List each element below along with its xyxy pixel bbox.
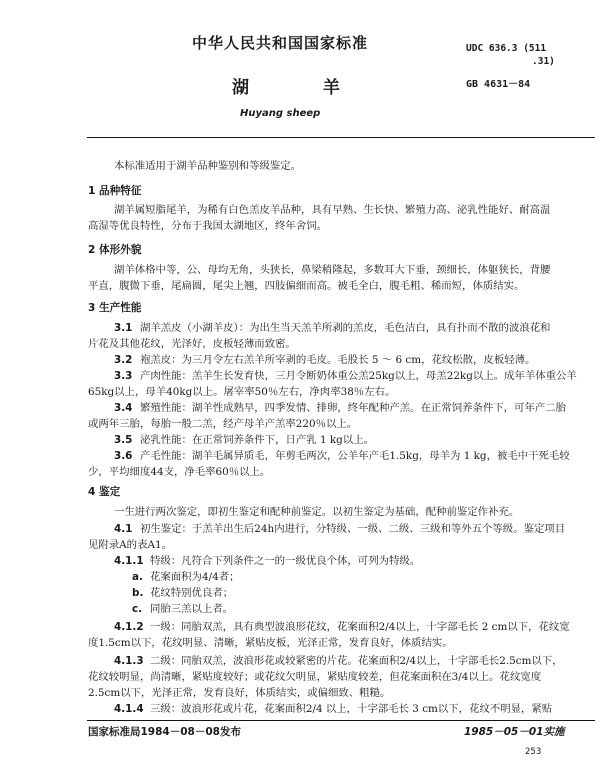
issuing-body-title: 中华人民共和国国家标准 — [192, 34, 369, 52]
clause-text: 三级：波浪形花或片花，花案面积2/4 以上，十字部毛长 3 cm以下，花纹不明显，紧贴 — [150, 703, 553, 715]
clause-3-2 — [114, 352, 535, 368]
section-1-line: 高湿等优良特性，分布于我国太湖地区，终年舍饲。 — [88, 220, 327, 232]
clause-text: 初生鉴定：于羔羊出生后24h内进行，分特级、一级、二级、三级和等外五个等级。鉴定项目 — [140, 523, 566, 535]
clause-4-1-cont: 见附录A的表A1。 — [88, 539, 172, 551]
issue-date: 国家标准局1984－08－08发布 — [88, 726, 241, 738]
clause-text: 产毛性能：湖羊毛属异质毛，年剪毛两次，公羊年产毛1.5kg，母羊为 1 kg，被毛中干死毛较 — [140, 450, 570, 462]
section-2-line: 平直，腹微下垂，尾扁圆，尾尖上翘，四肢偏细而高。被毛全白，腹毛粗、稀而短，体质结实。 — [88, 280, 525, 292]
section-2-heading: 2 体形外貌 — [88, 244, 142, 256]
clause-3-6 — [114, 448, 570, 464]
section-3-heading: 3 生产性能 — [88, 302, 142, 314]
clause-3-3-cont: 65kg以上，母羊40kg以上。屠宰率50％左右，净肉率38％左右。 — [88, 386, 396, 398]
document-title: 湖 羊 — [232, 78, 374, 98]
section-4-heading: 4 鉴定 — [88, 486, 121, 498]
clause-number: 4.1.3 — [114, 655, 144, 667]
list-marker: c. — [132, 603, 143, 615]
clause-number: 3.3 — [114, 370, 133, 382]
udc-line-1: UDC 636.3 (511 — [466, 43, 547, 54]
header-divider — [87, 137, 595, 138]
list-text: 同胎三羔以上者。 — [150, 603, 234, 615]
clause-number: 3.5 — [114, 434, 133, 446]
clause-number: 4.1.1 — [114, 555, 144, 567]
clause-3-4-cont: 或两年三胎，每胎一般二羔，经产母羊产羔率220％以上。 — [88, 418, 358, 430]
clause-4-1-3 — [114, 653, 563, 669]
clause-3-6-cont: 少，平均细度44支，净毛率60％以上。 — [88, 466, 271, 478]
list-text: 花案面积为4/4者； — [150, 571, 240, 583]
clause-text: 产肉性能：羔羊生长发育快，三月令断奶体重公羔25kg以上，母羔22kg以上。成年羊体重公羊 — [140, 370, 577, 382]
clause-4-1 — [114, 521, 565, 537]
clause-3-1 — [114, 320, 550, 336]
gb-number: GB 4631－84 — [466, 79, 531, 90]
clause-4-1-2 — [114, 619, 570, 635]
list-item-c — [132, 601, 233, 617]
clause-number: 4.1.2 — [114, 621, 144, 633]
document-title-english: Huyang sheep — [240, 108, 321, 119]
clause-4-1-4 — [114, 701, 552, 717]
clause-3-3 — [114, 368, 577, 384]
section-2-line: 湖羊体格中等，公、母均无角，头狭长，鼻梁稍隆起，多数耳大下垂，颈细长，体躯狭长，背腰 — [114, 264, 551, 276]
clause-number: 3.4 — [114, 402, 133, 414]
clause-4-1-3-cont: 花纹较明显，尚清晰，紧贴度较好；或花纹欠明显，紧贴度较差，但花案面积在3/4以上。花纹宽度 — [88, 671, 542, 683]
clause-4-1-2-cont: 度1.5cm以下，花纹明显、清晰，紧贴皮板，光泽正常，发育良好，体质结实。 — [88, 637, 453, 649]
clause-text: 繁殖性能：湖羊性成熟早，四季发情、排卵，终年配种产羔。在正常饲养条件下，可年产二胎 — [140, 402, 567, 414]
section-1-heading: 1 品种特征 — [88, 185, 142, 197]
udc-line-2: .31) — [532, 56, 555, 67]
clause-text: 一级：同胎双羔，具有典型波浪形花纹，花案面积2/4以上，十字部毛长 2 cm以下，花纹宽 — [150, 621, 570, 633]
list-item-a — [132, 569, 239, 585]
list-item-b — [132, 585, 233, 601]
section-4-intro: 一生进行两次鉴定，即初生鉴定和配种前鉴定。以初生鉴定为基础，配种前鉴定作补充。 — [114, 506, 520, 518]
clause-number: 3.2 — [114, 354, 133, 366]
scope-statement: 本标准适用于湖羊品种鉴别和等级鉴定。 — [114, 160, 302, 172]
list-text: 花纹特别优良者； — [150, 587, 234, 599]
clause-3-4 — [114, 400, 566, 416]
clause-4-1-3-cont: 2.5cm以下，光泽正常，发育良好，体质结实，或偏细致、粗糙。 — [88, 687, 391, 699]
section-1-line: 湖羊属短脂尾羊，为稀有白色羔皮羊品种，具有早熟、生长快、繁殖力高、泌乳性能好、耐高温 — [114, 204, 551, 216]
effective-date: 1985－05－01实施 — [464, 726, 565, 738]
clause-number: 4.1 — [114, 523, 133, 535]
clause-4-1-1 — [114, 553, 420, 569]
clause-number: 3.6 — [114, 450, 133, 462]
udc-code — [466, 42, 555, 68]
page-number: 253 — [525, 747, 542, 757]
list-marker: b. — [132, 587, 144, 599]
clause-text: 特级：凡符合下列条件之一的一级优良个体，可列为特级。 — [150, 555, 421, 567]
clause-number: 3.1 — [114, 322, 133, 334]
clause-text: 袍羔皮：为三月令左右羔羊所宰剥的毛皮。毛股长 5 ～ 6 cm，花纹松散，皮板轻薄。 — [140, 354, 536, 366]
clause-text: 湖羊羔皮（小湖羊皮）：为出生当天羔羊所剥的羔皮，毛色洁白，具有扑而不散的波浪花和 — [140, 322, 551, 334]
clause-text: 泌乳性能：在正常饲养条件下，日产乳 1 kg以上。 — [140, 434, 374, 446]
clause-3-1-cont: 片花及其他花纹，光泽好，皮板轻薄而致密。 — [88, 338, 296, 350]
list-marker: a. — [132, 571, 143, 583]
clause-3-5 — [114, 432, 374, 448]
footer-divider — [87, 720, 595, 721]
clause-number: 4.1.4 — [114, 703, 144, 715]
clause-text: 二级：同胎双羔，波浪形花或较紧密的片花。花案面积2/4以上，十字部毛长2.5cm以下， — [150, 655, 563, 667]
